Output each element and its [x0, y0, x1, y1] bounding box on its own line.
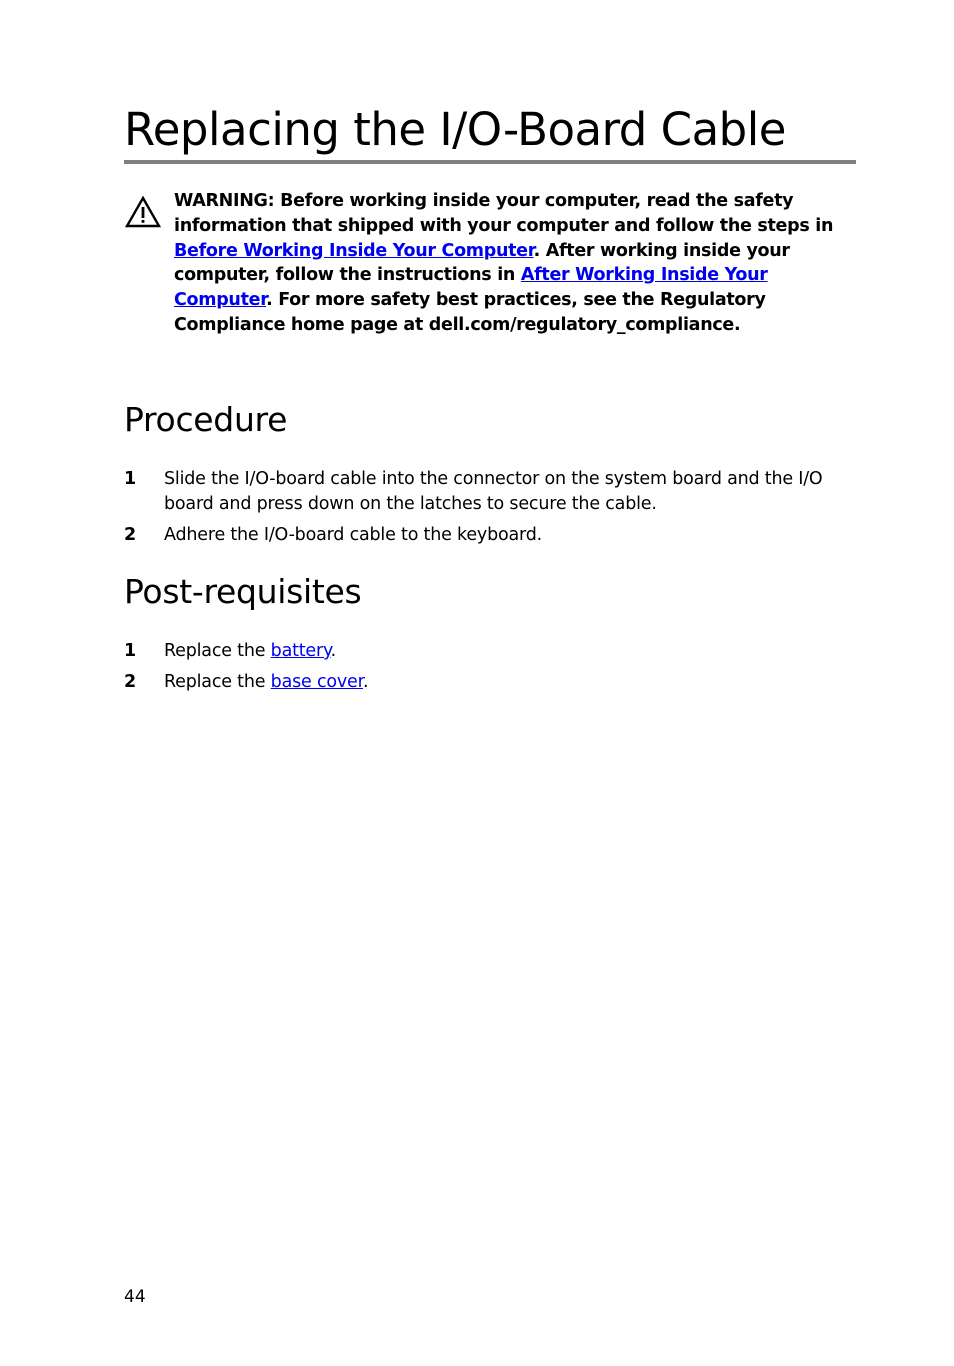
procedure-steps: [124, 467, 844, 554]
page-title: Replacing the I/O-Board Cable: [124, 100, 856, 164]
procedure-step: [124, 467, 844, 517]
step-text-suffix: .: [363, 672, 369, 692]
warning-text-part: . For more safety best practices, see the Regulatory Compliance home page at dell.com/regulatory_compliance.: [174, 290, 766, 335]
before-working-link[interactable]: Before Working Inside Your Computer: [174, 240, 534, 261]
base-cover-link[interactable]: base cover: [270, 672, 363, 692]
step-text: Adhere the I/O-board cable to the keyboard.: [164, 525, 542, 545]
step-number: 2: [124, 525, 136, 545]
step-text-prefix: Replace the: [164, 641, 271, 661]
after-working-link[interactable]: After Working Inside Your Computer: [174, 265, 768, 311]
step-number: 2: [124, 672, 136, 692]
warning-text: [174, 189, 842, 338]
step-text-prefix: Replace the: [164, 672, 271, 692]
postrequisites-steps: [124, 639, 844, 701]
step-number: 1: [124, 469, 136, 489]
battery-link[interactable]: battery: [270, 641, 331, 661]
postrequisite-step: [124, 639, 844, 664]
step-text: Slide the I/O-board cable into the connector on the system board and the I/O board and press down on the latches to secure the cable.: [164, 469, 823, 514]
procedure-heading: Procedure: [124, 400, 288, 439]
warning-text-part: . After working inside your computer, follow the instructions in: [174, 240, 790, 286]
page-number: 44: [124, 1287, 146, 1307]
warning-text-part: WARNING: Before working inside your computer, read the safety information that shipped with your computer and follow the steps in: [174, 191, 834, 236]
step-text-suffix: .: [330, 641, 337, 661]
step-number: 1: [124, 641, 136, 661]
procedure-step: [124, 523, 844, 548]
postrequisite-step: [124, 670, 844, 695]
postrequisites-heading: Post-requisites: [124, 572, 362, 611]
warning-triangle-icon: [124, 195, 162, 229]
